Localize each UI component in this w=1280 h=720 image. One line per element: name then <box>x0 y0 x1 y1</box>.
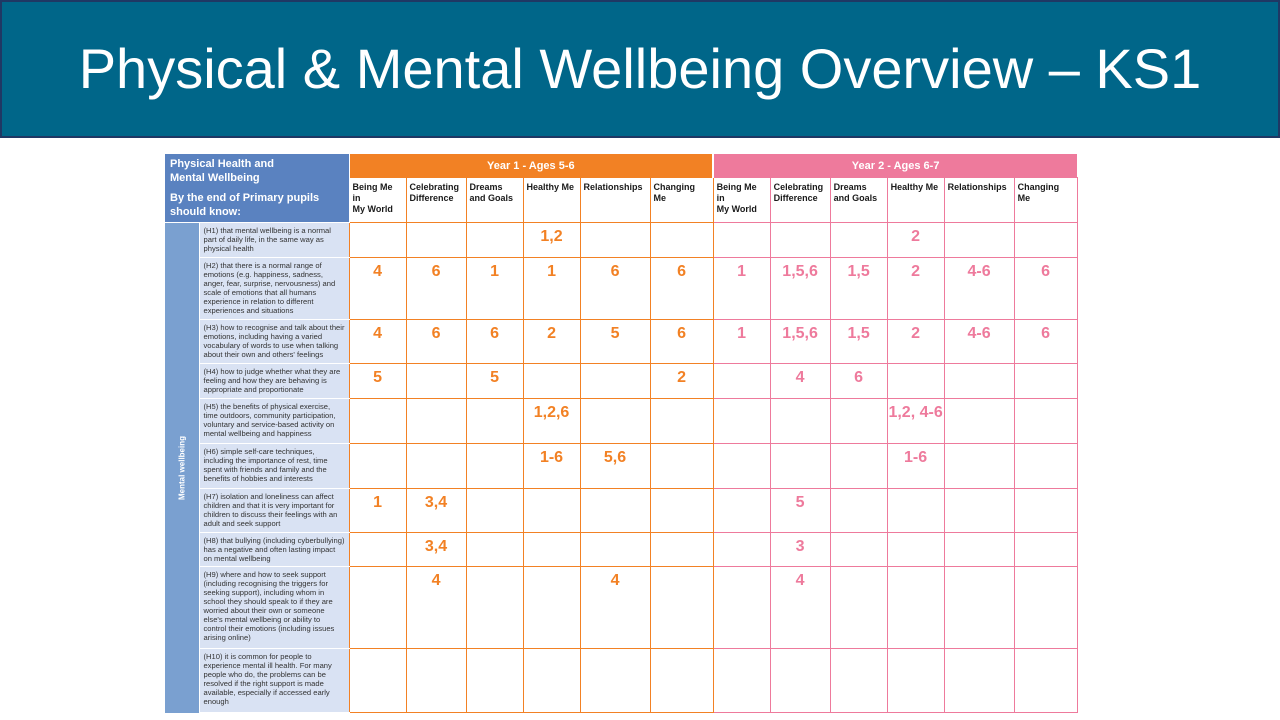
y2-lesson-cell: 3 <box>770 533 830 567</box>
y1-lesson-cell <box>466 567 523 649</box>
side-label-mental-wellbeing <box>165 223 199 713</box>
y2-lesson-cell <box>770 444 830 489</box>
y1-unit-header-5 <box>580 178 650 223</box>
y2-lesson-cell <box>1014 533 1077 567</box>
y2-lesson-cell <box>944 533 1014 567</box>
y2-lesson-cell <box>1014 364 1077 399</box>
y2-lesson-cell <box>887 533 944 567</box>
year1-header: Year 1 - Ages 5-6 <box>349 154 713 178</box>
unit-header-line: My World <box>716 204 757 215</box>
y1-unit-header-2 <box>406 178 466 223</box>
table-row <box>165 258 1077 320</box>
unit-header-line: Relationships <box>947 182 1007 193</box>
y1-lesson-cell: 6 <box>580 258 650 320</box>
y1-lesson-cell: 3,4 <box>406 489 466 533</box>
y1-lesson-cell <box>349 533 406 567</box>
y2-lesson-cell: 4 <box>770 567 830 649</box>
y1-lesson-cell: 1,2 <box>523 223 580 258</box>
table-row <box>165 567 1077 649</box>
unit-header-line: and Goals <box>833 193 878 204</box>
y1-lesson-cell <box>466 223 523 258</box>
y2-lesson-cell <box>944 489 1014 533</box>
y1-lesson-cell <box>523 489 580 533</box>
y2-lesson-cell: 4-6 <box>944 320 1014 364</box>
unit-header-line: Changing Me <box>1017 182 1060 204</box>
table-row <box>165 364 1077 399</box>
objective-description: (H5) the benefits of physical exercise, time outdoors, community participation, voluntary and service-based activity on mental wellbeing and happiness <box>199 399 349 444</box>
y2-lesson-cell: 1,2, 4-6 <box>887 399 944 444</box>
y2-lesson-cell: 1,5 <box>830 258 887 320</box>
y2-lesson-cell <box>887 567 944 649</box>
table-row <box>165 444 1077 489</box>
y1-lesson-cell <box>523 649 580 713</box>
y1-lesson-cell: 4 <box>349 320 406 364</box>
y1-lesson-cell <box>349 444 406 489</box>
y1-lesson-cell <box>466 649 523 713</box>
y1-lesson-cell <box>466 444 523 489</box>
title-banner <box>0 0 1280 138</box>
y1-lesson-cell <box>349 399 406 444</box>
y1-lesson-cell <box>523 567 580 649</box>
y1-lesson-cell: 5 <box>349 364 406 399</box>
y2-lesson-cell <box>830 444 887 489</box>
y1-lesson-cell: 2 <box>650 364 713 399</box>
y2-lesson-cell <box>830 567 887 649</box>
unit-header-line: Healthy Me <box>526 182 575 193</box>
unit-header-line: Being Me in <box>716 182 757 204</box>
y1-lesson-cell: 6 <box>650 320 713 364</box>
y2-lesson-cell <box>713 444 770 489</box>
y2-lesson-cell <box>830 649 887 713</box>
y2-lesson-cell: 1,5,6 <box>770 320 830 364</box>
y1-lesson-cell: 6 <box>650 258 713 320</box>
y2-lesson-cell <box>770 223 830 258</box>
corner-line-2: Mental Wellbeing <box>170 172 260 184</box>
y2-lesson-cell <box>830 489 887 533</box>
y2-unit-header-1 <box>713 178 770 223</box>
y1-lesson-cell: 4 <box>406 567 466 649</box>
table-row <box>165 399 1077 444</box>
objective-description: (H10) it is common for people to experience mental ill health. For many people who do, the problems can be resolved if the right support is made available, especially if accessed early enough <box>199 649 349 713</box>
unit-header-line: Changing Me <box>653 182 696 204</box>
objective-description: (H1) that mental wellbeing is a normal part of daily life, in the same way as physical health <box>199 223 349 258</box>
table-row <box>165 320 1077 364</box>
y1-lesson-cell: 5,6 <box>580 444 650 489</box>
unit-header-line: Being Me in <box>352 182 393 204</box>
corner-line-4: should know: <box>170 206 241 218</box>
y1-lesson-cell: 4 <box>349 258 406 320</box>
y2-unit-header-3 <box>830 178 887 223</box>
y2-lesson-cell <box>944 223 1014 258</box>
y1-lesson-cell <box>650 533 713 567</box>
y1-lesson-cell: 6 <box>466 320 523 364</box>
y1-lesson-cell: 2 <box>523 320 580 364</box>
y2-lesson-cell <box>887 489 944 533</box>
y1-lesson-cell <box>466 533 523 567</box>
y2-lesson-cell <box>713 364 770 399</box>
y2-lesson-cell <box>1014 399 1077 444</box>
curriculum-table-wrapper <box>165 154 1077 712</box>
table-row <box>165 533 1077 567</box>
objective-description: (H4) how to judge whether what they are feeling and how they are behaving is appropriate and proportionate <box>199 364 349 399</box>
y2-lesson-cell <box>944 364 1014 399</box>
y2-lesson-cell <box>713 649 770 713</box>
y2-unit-header-2 <box>770 178 830 223</box>
table-row <box>165 223 1077 258</box>
y2-lesson-cell: 1,5,6 <box>770 258 830 320</box>
y2-lesson-cell <box>830 223 887 258</box>
y2-lesson-cell: 2 <box>887 258 944 320</box>
y2-lesson-cell: 4-6 <box>944 258 1014 320</box>
objective-description: (H2) that there is a normal range of emotions (e.g. happiness, sadness, anger, fear, surprise, nervousness) and scale of emotions that all humans experience in relation to different experiences and situations <box>199 258 349 320</box>
y1-lesson-cell: 4 <box>580 567 650 649</box>
y1-lesson-cell: 1 <box>349 489 406 533</box>
y1-unit-header-3 <box>466 178 523 223</box>
objective-description: (H7) isolation and loneliness can affect children and that it is very important for children to discuss their feelings with an adult and seek support <box>199 489 349 533</box>
objective-description: (H3) how to recognise and talk about their emotions, including having a varied vocabulary of words to use when talking about their own and others' feelings <box>199 320 349 364</box>
y2-lesson-cell <box>944 649 1014 713</box>
y1-lesson-cell <box>406 444 466 489</box>
y2-lesson-cell <box>713 399 770 444</box>
y1-unit-header-1 <box>349 178 406 223</box>
y2-lesson-cell <box>713 223 770 258</box>
y1-lesson-cell: 6 <box>406 258 466 320</box>
y2-lesson-cell: 4 <box>770 364 830 399</box>
y1-lesson-cell <box>580 649 650 713</box>
y1-lesson-cell: 1-6 <box>523 444 580 489</box>
y1-lesson-cell <box>650 489 713 533</box>
y1-lesson-cell <box>466 399 523 444</box>
corner-line-1: Physical Health and <box>170 158 274 170</box>
table-row <box>165 489 1077 533</box>
unit-header-line: and Goals <box>469 193 514 204</box>
y2-lesson-cell: 1 <box>713 320 770 364</box>
objective-description: (H9) where and how to seek support (including recognising the triggers for seeking support), including whom in school they should speak to if they are worried about their own or someone else's mental wellbeing or ability to control their emotions (including issues arising online) <box>199 567 349 649</box>
y2-lesson-cell <box>713 567 770 649</box>
y1-unit-header-6 <box>650 178 713 223</box>
y1-lesson-cell <box>580 364 650 399</box>
y1-unit-header-4 <box>523 178 580 223</box>
unit-header-line: Celebrating <box>773 182 824 193</box>
y1-lesson-cell <box>580 223 650 258</box>
y2-lesson-cell <box>1014 649 1077 713</box>
y2-lesson-cell <box>1014 223 1077 258</box>
y2-lesson-cell <box>1014 567 1077 649</box>
y2-lesson-cell <box>1014 489 1077 533</box>
y2-unit-header-4 <box>887 178 944 223</box>
y1-lesson-cell: 5 <box>466 364 523 399</box>
year2-header: Year 2 - Ages 6-7 <box>713 154 1077 178</box>
y1-lesson-cell <box>650 649 713 713</box>
y1-lesson-cell <box>650 399 713 444</box>
y2-lesson-cell: 2 <box>887 223 944 258</box>
y2-lesson-cell: 5 <box>770 489 830 533</box>
y1-lesson-cell <box>406 223 466 258</box>
y1-lesson-cell: 6 <box>406 320 466 364</box>
y1-lesson-cell: 1 <box>523 258 580 320</box>
y1-lesson-cell <box>523 364 580 399</box>
y1-lesson-cell <box>406 399 466 444</box>
y1-lesson-cell <box>466 489 523 533</box>
objective-description: (H8) that bullying (including cyberbullying) has a negative and often lasting impact on mental wellbeing <box>199 533 349 567</box>
y1-lesson-cell <box>523 533 580 567</box>
y2-lesson-cell: 6 <box>830 364 887 399</box>
y2-lesson-cell: 2 <box>887 320 944 364</box>
y2-lesson-cell <box>770 399 830 444</box>
unit-header-line: Difference <box>409 193 454 204</box>
y2-lesson-cell <box>887 649 944 713</box>
y1-lesson-cell: 5 <box>580 320 650 364</box>
y2-lesson-cell: 6 <box>1014 258 1077 320</box>
y2-unit-header-5 <box>944 178 1014 223</box>
unit-header-line: Dreams <box>469 182 503 193</box>
y2-lesson-cell <box>770 649 830 713</box>
y1-lesson-cell: 1 <box>466 258 523 320</box>
y2-lesson-cell <box>830 533 887 567</box>
objective-description: (H6) simple self-care techniques, including the importance of rest, time spent with friends and family and the benefits of hobbies and interests <box>199 444 349 489</box>
unit-header-line: Difference <box>773 193 818 204</box>
unit-header-line: Dreams <box>833 182 867 193</box>
y2-lesson-cell <box>944 444 1014 489</box>
y1-lesson-cell: 3,4 <box>406 533 466 567</box>
curriculum-table <box>165 154 1078 713</box>
y1-lesson-cell <box>650 567 713 649</box>
y2-lesson-cell: 1 <box>713 258 770 320</box>
y2-lesson-cell <box>1014 444 1077 489</box>
y1-lesson-cell <box>580 533 650 567</box>
y1-lesson-cell <box>349 567 406 649</box>
y2-lesson-cell <box>944 399 1014 444</box>
y1-lesson-cell <box>580 489 650 533</box>
y1-lesson-cell <box>650 223 713 258</box>
y1-lesson-cell <box>650 444 713 489</box>
corner-line-3: By the end of Primary pupils <box>170 192 320 204</box>
y2-lesson-cell <box>830 399 887 444</box>
y1-lesson-cell: 1,2,6 <box>523 399 580 444</box>
y2-unit-header-6 <box>1014 178 1077 223</box>
y2-lesson-cell: 1,5 <box>830 320 887 364</box>
y1-lesson-cell <box>349 223 406 258</box>
unit-header-line: Relationships <box>583 182 643 193</box>
y2-lesson-cell: 6 <box>1014 320 1077 364</box>
y1-lesson-cell <box>406 364 466 399</box>
table-row <box>165 649 1077 713</box>
y2-lesson-cell <box>713 533 770 567</box>
unit-header-line: Celebrating <box>409 182 460 193</box>
y1-lesson-cell <box>349 649 406 713</box>
unit-header-line: Healthy Me <box>890 182 939 193</box>
y2-lesson-cell <box>713 489 770 533</box>
slide-title: Physical & Mental Wellbeing Overview – KS1 <box>78 37 1202 100</box>
y1-lesson-cell <box>580 399 650 444</box>
y1-lesson-cell <box>406 649 466 713</box>
unit-header-line: My World <box>352 204 393 215</box>
y2-lesson-cell <box>944 567 1014 649</box>
table-corner-header <box>165 154 349 223</box>
y2-lesson-cell <box>887 364 944 399</box>
y2-lesson-cell: 1-6 <box>887 444 944 489</box>
side-label-text: Mental wellbeing <box>177 435 187 500</box>
